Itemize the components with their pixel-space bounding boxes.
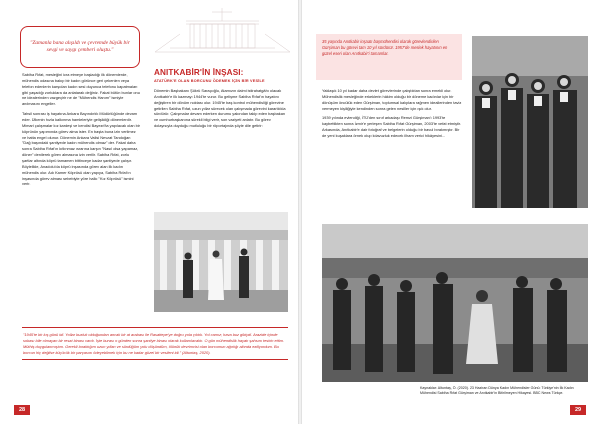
right-text-column [322, 88, 462, 143]
heading-title: ANITKABİR'İN İNŞASI: [154, 68, 244, 77]
spine-gutter [298, 0, 302, 424]
highlight-panel [316, 34, 462, 80]
highlight-panel-text: 35 yaşında Anıtkabir inşaatı başmühendisi olarak görevlendirilen Gürşiman bu görevi tam 10 yıl sürdürür. 1957'de meslek hayatının en güzel eseri olan Anıtkabir'i tamamlar. [322, 39, 448, 56]
left-text-column [22, 72, 140, 191]
page-number: 28 [14, 405, 30, 415]
officials-group-photo [472, 36, 588, 208]
heading-subtitle: ATATÜRK'E OLAN BORCUNU ÖDEMEK İÇİN BİR VESİLE [154, 79, 265, 83]
page-number: 29 [570, 405, 586, 415]
caption-text: Kaynaklar: Altuntaş, Ö. (2020). 23 Haziran Dünya Kadın Mühendisler Günü: Türkiye'nin İlk Kadın Mühendisi Sabiha Rıfat Gürşiman ve Anıtkabir'in Bitirilmeyen Hikayesi. BBC News Türkçe. [420, 386, 574, 396]
section-heading [154, 68, 288, 83]
paragraph: Tahsil sonrası iş hayatına Ankara Bayındırlık Müdürlüğünde devam eder. Ülkenin hızla kalkınma hamleleriyle gelişildiği dönemlerdir. Mimari çalışmalar kız kardeşi ve kendisi Bayezıt'ta yapılacak olan bir köprünün yapımında görev alma ister. En başta buna izin verilmez ve hatta engel olunur. Dönemin Ankara Valisi Nevzat Tandoğan "Dağ başındaki şantiyede kadın mühendis olmaz" der. Fakat daha sonra Sabiha Rıfat'ın kıtlınmaz ısrarına karşın "Nasıl olsa yapamaz, döner" denilerek görev almasına izin verilir. Sabiha Rıfat, zorlu şartlar altında köprü tamamen bittinceye kadar şantiyede çalışır. Böylelikle, Anadolu'da köprü inşasında görev alan ilk kadın mühendis olur. Adı Kamer Köprüsü olan yapıya, Sabiha Rıfat'ın inşasında görev alması sebebiyle yöre halkı "Kız Köprüsü" ismini verir. [22, 111, 140, 187]
right-page [300, 0, 600, 424]
pull-quote-text: "Zamanla bana alışıldı ve çevremde büyük bir sevgi ve saygı çemberi oluştu." [30, 39, 130, 53]
paragraph: Sabiha Rıfat, mesleğini icra etmeye başladığı ilk dönemlerde, mühendis odasına bakıp bir kadın görünce geri çekenlen veya telefon edenlerin karşıdan kadın sesi duyunca telefonu kapatmaları gibi yaşadığı zorluklara da anlatarak değiniz. Fakat bütün bunlar onu ne idealerinden vazgeçirir ne de "Mühendis Hanım" ismiyle anılmasını engeller. [22, 72, 140, 107]
colonnade-group-photo [154, 212, 288, 312]
pull-quote-box [20, 26, 140, 68]
highlighted-quote [22, 327, 288, 360]
mausoleum-sketch-illustration [150, 4, 295, 59]
paragraph: Yaklaşık 10 yıl kadar daha devlet görevlerinde çalıştıktan sonra emekli olur. Mühendislik mesleğinde erkeklerin hâkim olduğu bir döneme kadınlar için bir dönüşüm öncülük eden Gürşiman, toplumsal kalıplara rağmen ideallerinden taviz vermeyen kişiliğiyle kendinden sonra gelen nesiller için ışık olur. [322, 88, 462, 111]
construction-site-photo [322, 224, 588, 382]
middle-text-column [154, 88, 286, 133]
paragraph: Dönemin Başbakanı Şükrü Saraçoğlu, Atamızın daimi istirahatgâhı olacak Anıtkabir'e ilk kazmayı 1944'te vurur. Bu gelişme Sabiha Rıfat'ın hayatını değiştiren bir dönüm noktası olur. 1945'te baş kontrol mühendisliği görevine getirilen Sabiha Rıfat, uzun yıllar sürecek olan çalışmada görevini kararlılıkla sürdürür. Çalışmalar devam ederken durumu yakından takip eden başbakan ve cumhurbaşkanına sürekli bilgi verir, son vaziyeti anlatır. Bu görev dolayısıyla duyduğu mutluluğu bir röportajında şöyle dile getirir: [154, 88, 286, 129]
paragraph: 1939 yılında evlendiği, İTÜ'den sınıf arkadaşı Remzi Gürşiman'ı 1993'te kaybettikten sonra İzmir'e yerleşen Sabiha Rıfat Gürşiman, 2003'te vefat etmiştir. Arkasında, Anıtkabir'e dair fotoğraf ve belgelerin olduğu bir bavul bırakmıştır. Bir de yeni kuşaklara örnek olup kılavuzluk edecek ilham verici hikâyesini... [322, 115, 462, 139]
source-caption [420, 386, 588, 396]
highlighted-quote-text: "1945'te bir kış günü idi. Yollar buzluk olduğundan ancak bir at arabası ile Rasattepe'ye doğru yola çıktık. Yol camız; hava buz gibiydi. Arazide içinde sobası bile olmayan bir resat binası vardı. İşte burası o günden sonra şantiye binası olarak kullanılacaktı. O gün mühendislik hayatı şahsını tesirin ettim. Müthiş duygulanmıştım. Gerekli bıraktığım uzun yıllan ve sürdüğüm yolu düşündüm, ölünük devrimcisi olan borcumun ağırlığı altında eziliyordum. Bu borcun hiç değilse küçücük bir parçasını ödeyebilmek için bu ne kadar güzel bir vesileni idi." (Altuntaş, 2020). [23, 332, 285, 355]
